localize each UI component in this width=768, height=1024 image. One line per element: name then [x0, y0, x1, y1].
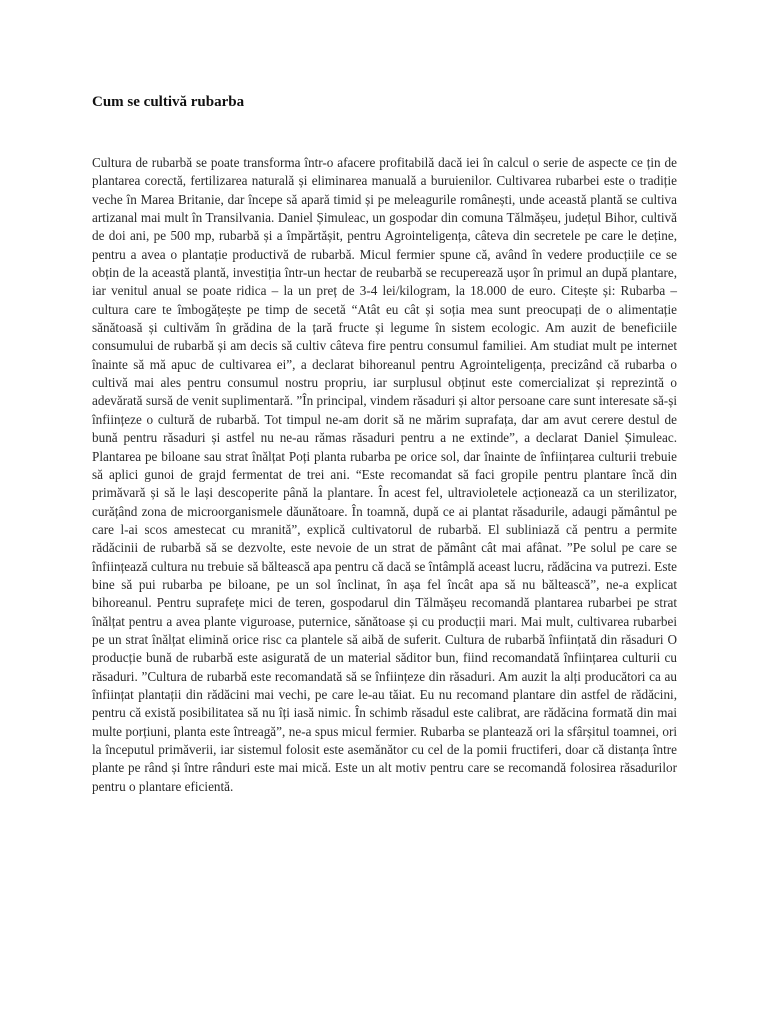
- article-title: Cum se cultivă rubarba: [92, 94, 245, 110]
- article-body: Cultura de rubarbă se poate transforma într-o afacere profitabilă dacă iei în calcul o serie de aspecte ce țin de plantarea corectă, fertilizarea naturală și eliminarea manuală a buruienilor. Cultivarea rubarbei este o tradiție veche în Marea Britanie, dar începe să apară timid și pe meleagurile românești, unde această plantă se cultiva artizanal mai mult în Transilvania. Daniel Șimuleac, un gospodar din comuna Tălmășeu, județul Bihor, cultivă de doi ani, pe 500 mp, rubarbă și a împărtășit, pentru Agrointeligența, câteva din secretele pe care le deține, pentru a avea o plantație productivă de rubarbă. Micul fermier spune că, având în vedere producțiile ce se obțin de la această plantă, investiția într-un hectar de reubarbă se recuperează ușor în primul an după plantare, iar venitul anual se poate ridica – la un preț de 3-4 lei/kilogram, la 18.000 de euro. Citește și: Rubarba – cultura care te îmbogățește pe timp de secetă “Atât eu cât și soția mea sunt preocupați de o alimentație sănătoasă și cultivăm în grădina de la țară fructe și legume în sistem ecologic. Am auzit de beneficiile consumului de rubarbă și am decis să cultiv câteva fire pentru consumul familiei. Am studiat mult pe internet înainte să mă apuc de cultivarea ei”, a declarat bihoreanul pentru Agrointeligența, precizând că rubarba o cultivă mai ales pentru consumul nostru propriu, iar surplusul obținut este comercializat și reprezintă o adevărată sursă de venit suplimentară. ”În principal, vindem răsaduri și altor persoane care sunt interesate să-și înființeze o cultură de rubarbă. Tot timpul ne-am dorit să ne mărim suprafața, dar am avut cerere destul de bună pentru răsaduri și astfel nu ne-au rămas răsaduri pentru a ne extinde”, a declarat Daniel Șimuleac. Plantarea pe biloane sau strat înălțat Poți planta rubarba pe orice sol, dar înainte de înființarea culturii trebuie să aplici gunoi de grajd fermentat de trei ani. “Este recomandat să faci gropile pentru plantare încă din primăvară și să le lași descoperite până la plantare. În acest fel, ultravioletele acționează ca un sterilizator, curățând zona de microorganismele dăunătoare. În toamnă, după ce ai plantat răsadurile, adaugi pământul pe care l-ai scos amestecat cu mranită”, explică cultivatorul de rubarbă. El subliniază că pentru a permite rădăcinii de rubarbă să se dezvolte, este nevoie de un strat de pământ cât mai afânat. ”Pe solul pe care se înființează cultura nu trebuie să băltească apa pentru că dacă se întâmplă aceast lucru, rădăcina va putrezi. Este bine să pui rubarba pe biloane, pe un sol înclinat, în așa fel încât apa să nu băltească”, ne-a explicat bihoreanul. Pentru suprafețe mici de teren, gospodarul din Tălmășeu recomandă plantarea rubarbei pe strat înălțat pentru a avea plante viguroase, puternice, sănătoase și cu producții mari. Mai mult, cultivarea rubarbei pe un strat înălțat elimină orice risc ca plantele să aibă de suferit. Cultura de rubarbă înființată din răsaduri O producție bună de rubarbă este asigurată de un material săditor bun, fiind recomandată înființarea culturii cu răsaduri. ”Cultura de rubarbă este recomandată să se înființeze din răsaduri. Am auzit la alți producători ca au înființat plantații din rădăcini mai vechi, pe care le-au tăiat. Eu nu recomand plantare din astfel de rădăcini, pentru că există posibilitatea să nu îți iasă nimic. În schimb răsadul este calibrat, are rădăcina formată din mai multe porțiuni, planta este întreagă”, ne-a spus micul fermier. Rubarba se plantează ori la sfârșitul toamnei, ori la începutul primăverii, iar sistemul folosit este asemănător cu cel de la pomii fructiferi, doar că distanța între plante pe rând și între rânduri este mai mică. Este un alt motiv pentru care se recomandă folosirea răsadurilor pentru o plantare eficientă.: [92, 155, 677, 794]
